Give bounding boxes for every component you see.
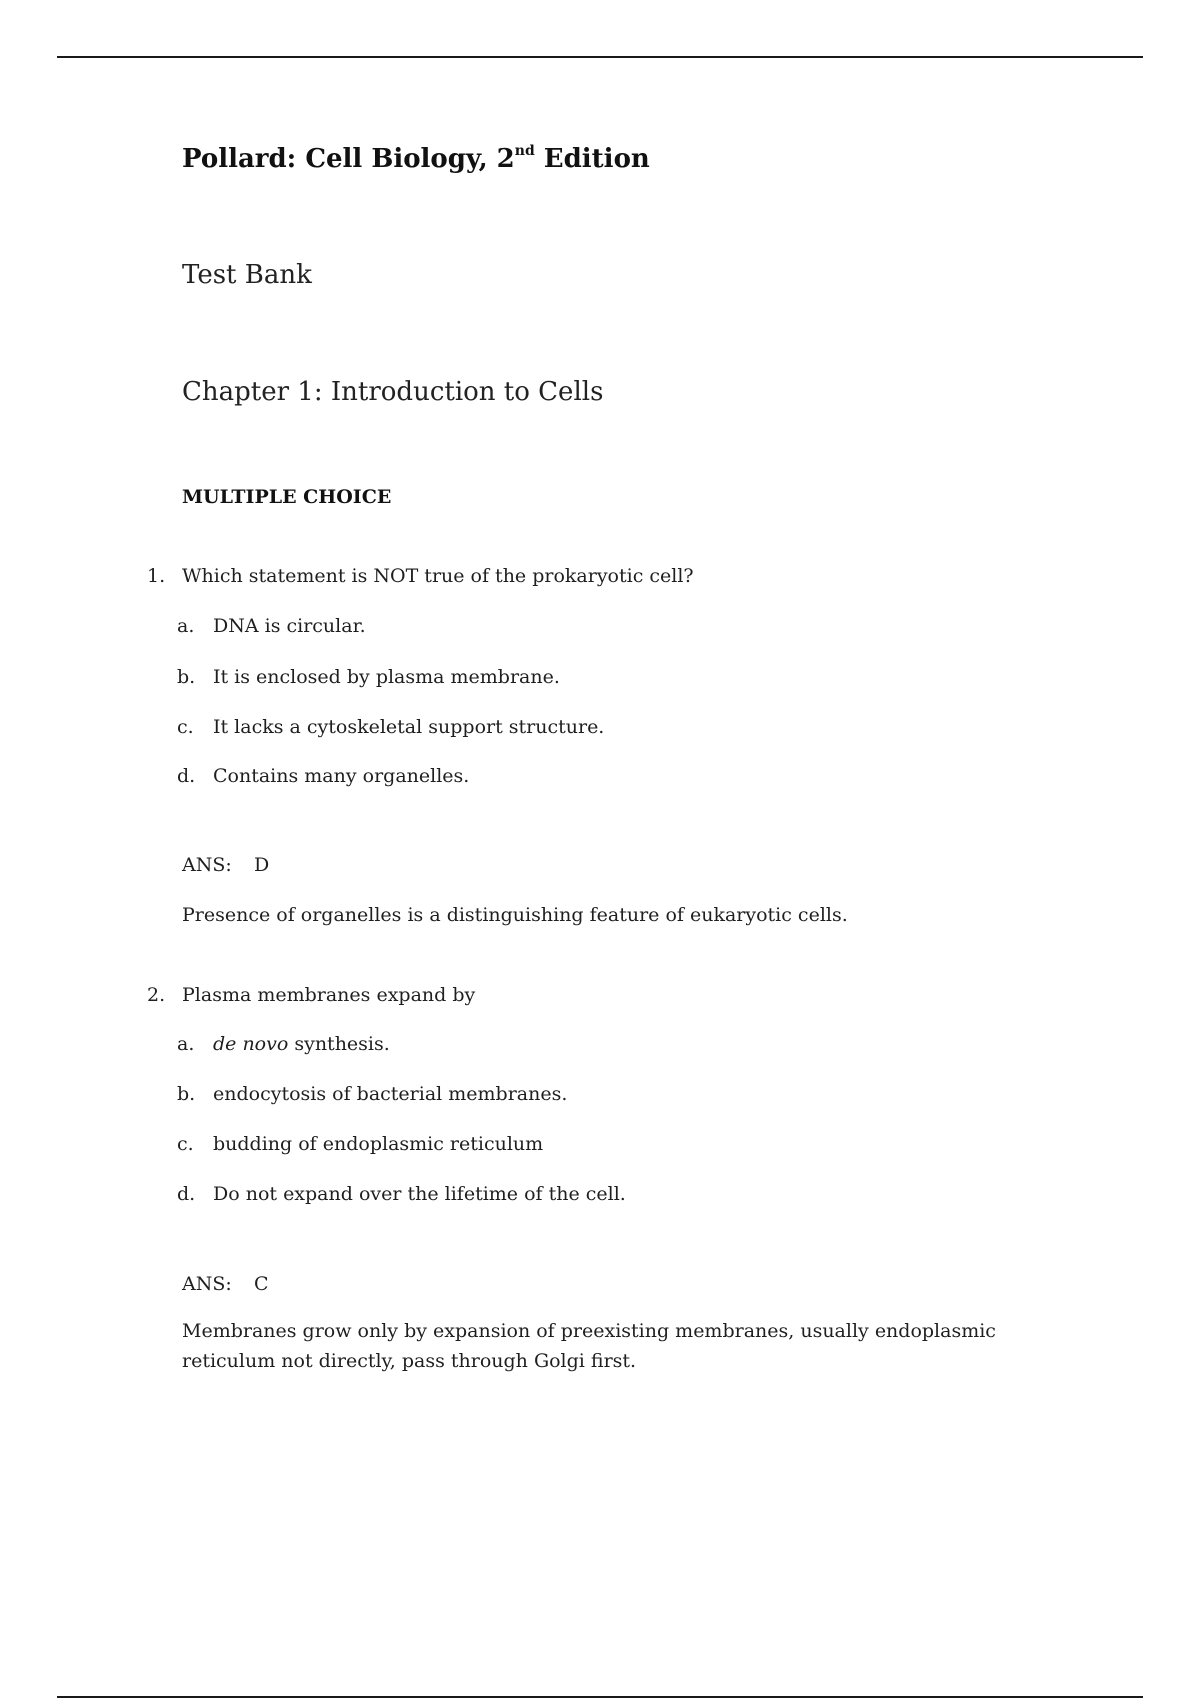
question-2-option-a-rest: synthesis. [288, 1033, 390, 1055]
document-title [182, 144, 650, 174]
question-2-explanation-line-1: Membranes grow only by expansion of preexisting membranes, usually endoplasmic [182, 1320, 996, 1342]
question-1-option-b-letter: b. [177, 666, 196, 688]
bottom-rule [57, 1696, 1143, 1698]
chapter-heading: Chapter 1: Introduction to Cells [182, 377, 604, 407]
document-subtitle: Test Bank [182, 260, 312, 290]
question-2-option-d-text: Do not expand over the lifetime of the cell. [213, 1183, 626, 1205]
question-1-option-d-letter: d. [177, 765, 196, 787]
question-2-option-c-text: budding of endoplasmic reticulum [213, 1133, 544, 1155]
question-1-option-c-letter: c. [177, 716, 194, 738]
question-1-option-a-letter: a. [177, 615, 195, 637]
question-2-number: 2. [147, 984, 166, 1006]
question-2-option-d-letter: d. [177, 1183, 196, 1205]
top-rule [57, 56, 1143, 58]
question-1-option-d-text: Contains many organelles. [213, 765, 470, 787]
title-superscript: nd [514, 143, 535, 160]
question-1-answer-label: ANS: [182, 854, 232, 876]
question-1-number: 1. [147, 565, 166, 587]
question-1-option-c-text: It lacks a cytoskeletal support structure. [213, 716, 605, 738]
question-1-option-b-text: It is enclosed by plasma membrane. [213, 666, 560, 688]
section-heading: MULTIPLE CHOICE [182, 486, 392, 508]
question-1-option-a-text: DNA is circular. [213, 615, 366, 637]
question-2-option-a-letter: a. [177, 1033, 195, 1055]
question-1-explanation: Presence of organelles is a distinguishing feature of eukaryotic cells. [182, 904, 848, 926]
question-1-text: Which statement is NOT true of the prokaryotic cell? [182, 565, 694, 587]
title-main: Pollard: Cell Biology, 2 [182, 144, 515, 174]
question-2-text: Plasma membranes expand by [182, 984, 476, 1006]
question-2-option-c-letter: c. [177, 1133, 194, 1155]
question-2-option-b-letter: b. [177, 1083, 196, 1105]
question-2-explanation-line-2: reticulum not directly, pass through Golgi first. [182, 1350, 637, 1372]
question-2-answer-label: ANS: [182, 1273, 232, 1295]
question-2-option-a-italic: de novo [213, 1033, 289, 1055]
question-2-answer-value: C [254, 1273, 269, 1295]
question-2-option-b-text: endocytosis of bacterial membranes. [213, 1083, 568, 1105]
title-end: Edition [534, 144, 650, 174]
question-2-option-a-text [213, 1033, 390, 1055]
question-1-answer-value: D [254, 854, 270, 876]
